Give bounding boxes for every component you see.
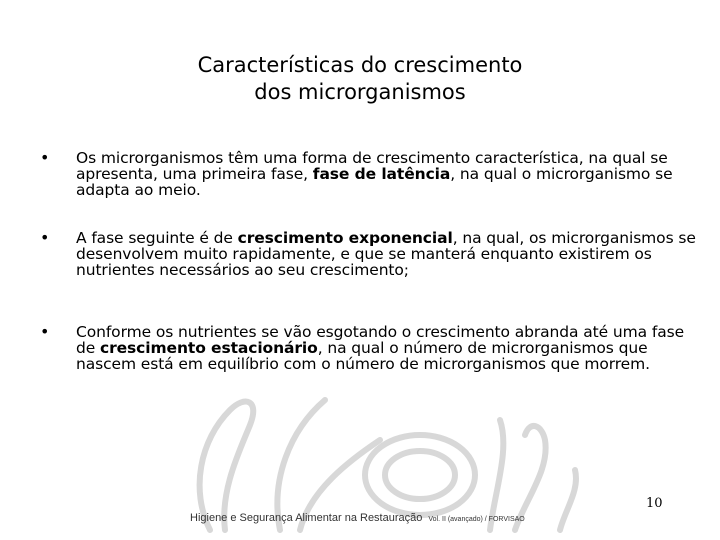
page-number: 10 [646, 496, 663, 511]
bold-term: crescimento estacionário [100, 339, 318, 357]
footer-subtitle: Vol. II (avançado) / FORVISAO [428, 516, 525, 523]
bullet-dot: • [40, 148, 50, 167]
text-run: , na qual o número de microrganismos que nascem está em equilíbrio com o número de microrganismos que morrem. [76, 339, 650, 373]
text-run: Conforme os nutrientes se vão esgotando o crescimento abranda até uma fase de [76, 323, 684, 357]
footer [190, 512, 525, 524]
footer-title: Higiene e Segurança Alimentar na Restauração [190, 512, 423, 524]
text-run: Os microrganismos têm uma forma de crescimento característica, na qual se apresenta, uma primeira fase, [76, 149, 668, 183]
bullet-dot: • [40, 228, 50, 247]
title-line-2: dos microrganismos [254, 80, 466, 104]
bullet-text-3 [76, 324, 696, 372]
text-run: , na qual o microrganismo se adapta ao meio. [76, 165, 673, 199]
text-run: A fase seguinte é de [76, 229, 238, 247]
bold-term: crescimento exponencial [237, 229, 453, 247]
bullet-dot: • [40, 322, 50, 341]
bullet-text-2 [76, 230, 696, 278]
bullet-text-1 [76, 150, 696, 198]
text-run: , na qual, os microrganismos se desenvolvem muito rapidamente, e que se manterá enquanto existirem os nutrientes necessários ao seu crescimento; [76, 229, 696, 279]
title-line-1: Características do crescimento [197, 53, 523, 77]
page-title [0, 52, 720, 106]
bold-term: fase de latência [312, 165, 451, 183]
